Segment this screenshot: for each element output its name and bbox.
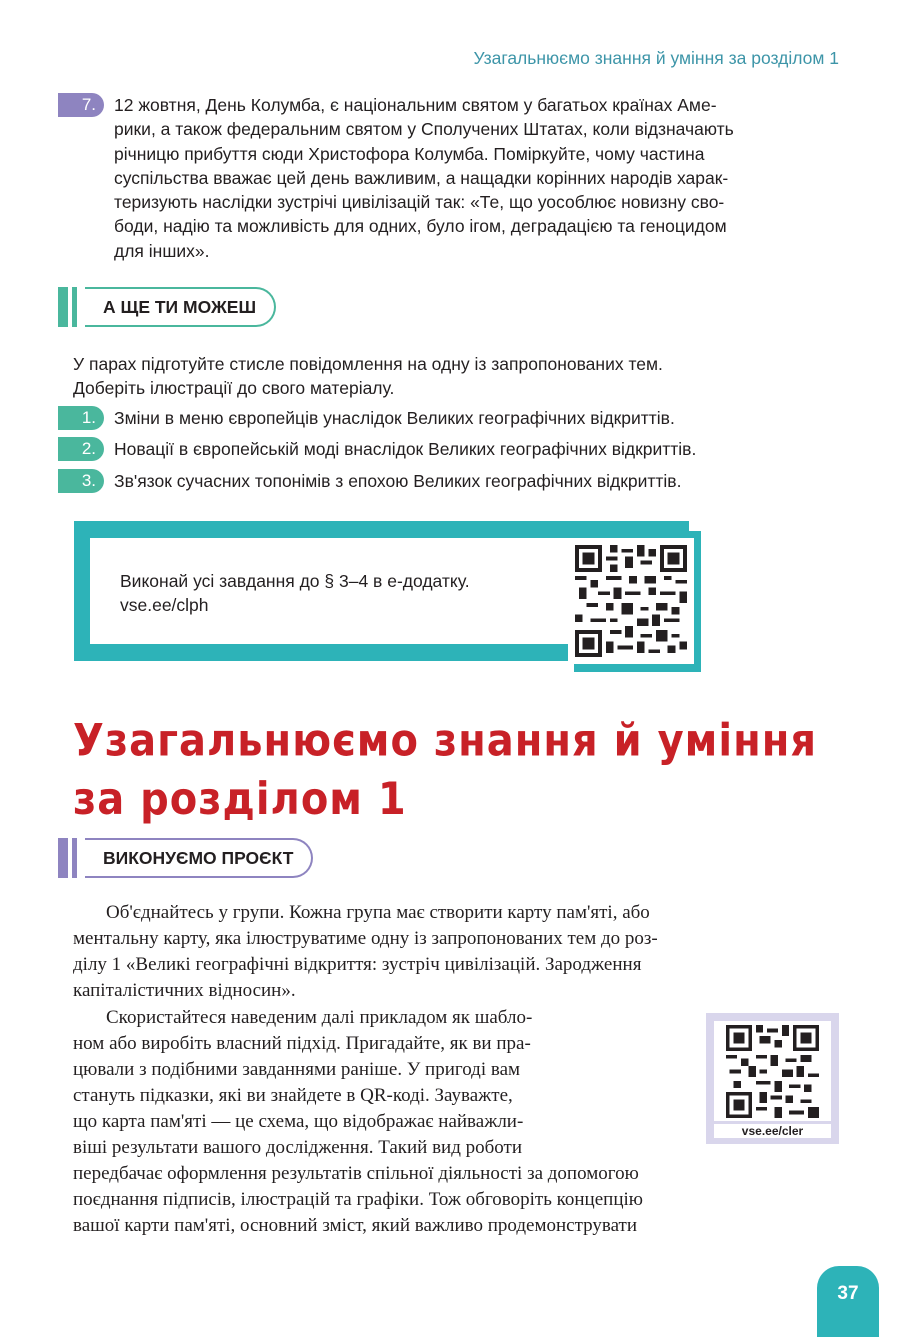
- text-line: цювали з подібними завданнями раніше. У пригоді вам: [73, 1059, 521, 1080]
- project-paragraph: [73, 1005, 693, 1161]
- section-heading-label: А ЩЕ ТИ МОЖЕШ: [85, 287, 276, 327]
- heading-bar-decoration: [58, 287, 68, 327]
- chapter-summary-title: [73, 712, 817, 828]
- text-line: Об'єднайтесь у групи. Кожна група має створити карту пам'яті, або: [106, 902, 650, 923]
- qr-code-icon: [714, 1021, 831, 1121]
- text-line: для інших».: [114, 240, 210, 261]
- qr-code-icon[interactable]: [568, 538, 694, 664]
- task-7: [58, 93, 842, 263]
- heading-bar-decoration: [72, 287, 77, 327]
- text-line: що карта пам'яті — це схема, що відображає найважли-: [73, 1111, 524, 1132]
- text-line: боди, надію та можливість для одних, було ігом, деградацією та геноцидом: [114, 216, 727, 237]
- topic-text: Зв'язок сучасних топонімів з епохою Великих географічних відкриттів.: [114, 471, 682, 491]
- e-supplement-box: [74, 521, 701, 672]
- topic-text: Новації в європейській моді внаслідок Великих географічних відкриттів.: [114, 439, 697, 459]
- topic-number-badge: 1.: [58, 406, 104, 430]
- e-supplement-instruction: Виконай усі завдання до § 3–4 в е-додатку.: [120, 571, 470, 591]
- running-head: Узагальнюємо знання й уміння за розділом 1: [473, 48, 839, 68]
- e-supplement-link[interactable]: vse.ee/clph: [120, 595, 209, 615]
- e-supplement-text: [120, 569, 470, 617]
- section-heading-label: ВИКОНУЄМО ПРОЄКТ: [85, 838, 313, 878]
- text-line: суспільства вважає цей день важливим, а нащадки корінних народів харак-: [114, 167, 729, 188]
- text-line: ментальну карту, яка ілюструватиме одну із запропонованих тем до роз-: [73, 928, 658, 949]
- project-paragraph: [73, 1161, 841, 1239]
- text-line: ном або виробіть власний підхід. Пригадайте, як ви пра-: [73, 1033, 531, 1054]
- text-line: теризують наслідки зустрічі цивілізацій так: «Те, що уособлює новизну сво-: [114, 192, 725, 213]
- text-line: ділу 1 «Великі географічні відкриття: зустріч цивілізацій. Зародження: [73, 954, 642, 975]
- qr-link-label[interactable]: vse.ee/cler: [714, 1124, 831, 1138]
- text-line: Скористайтеся наведеним далі прикладом як шабло-: [106, 1007, 533, 1028]
- task-7-text: [114, 93, 842, 263]
- heading-bar-decoration: [72, 838, 77, 878]
- topic-number-badge: 3.: [58, 469, 104, 493]
- topic-number-badge: 2.: [58, 437, 104, 461]
- page-number: 37: [817, 1266, 879, 1337]
- task-number-badge: 7.: [58, 93, 104, 117]
- text-line: капіталістичних відносин».: [73, 980, 296, 1001]
- text-line: вашої карти пам'яті, основний зміст, який важливо продемонструвати: [73, 1215, 638, 1236]
- project-qr-code[interactable]: [706, 1013, 839, 1144]
- text-line: передбачає оформлення результатів спільної діяльності за допомогою: [73, 1163, 639, 1184]
- text-line: У парах підготуйте стисле повідомлення на одну із запропонованих тем.: [73, 354, 663, 374]
- text-line: рики, а також федеральним святом у Сполучених Штатах, коли відзначають: [114, 119, 734, 140]
- text-line: стануть підказки, які ви знайдете в QR-коді. Зауважте,: [73, 1085, 513, 1106]
- text-line: 12 жовтня, День Колумба, є національним святом у багатьох країнах Аме-: [114, 95, 717, 115]
- text-line: віші результати вашого дослідження. Такий вид роботи: [73, 1137, 523, 1158]
- heading-bar-decoration: [58, 838, 68, 878]
- text-line: поєднання підписів, ілюстрацій та графіки. Тож обговоріть концепцію: [73, 1189, 643, 1210]
- title-line: Узагальнюємо знання й уміння: [73, 715, 818, 767]
- title-line: за розділом 1: [73, 773, 407, 826]
- project-paragraph: [73, 900, 841, 1004]
- topic-text: Зміни в меню європейців унаслідок Великих географічних відкриттів.: [114, 408, 675, 428]
- text-line: Доберіть ілюстрації до свого матеріалу.: [73, 378, 395, 399]
- text-line: річницю прибуття сюди Христофора Колумба. Поміркуйте, чому частина: [114, 143, 705, 164]
- extra-intro: [73, 352, 839, 401]
